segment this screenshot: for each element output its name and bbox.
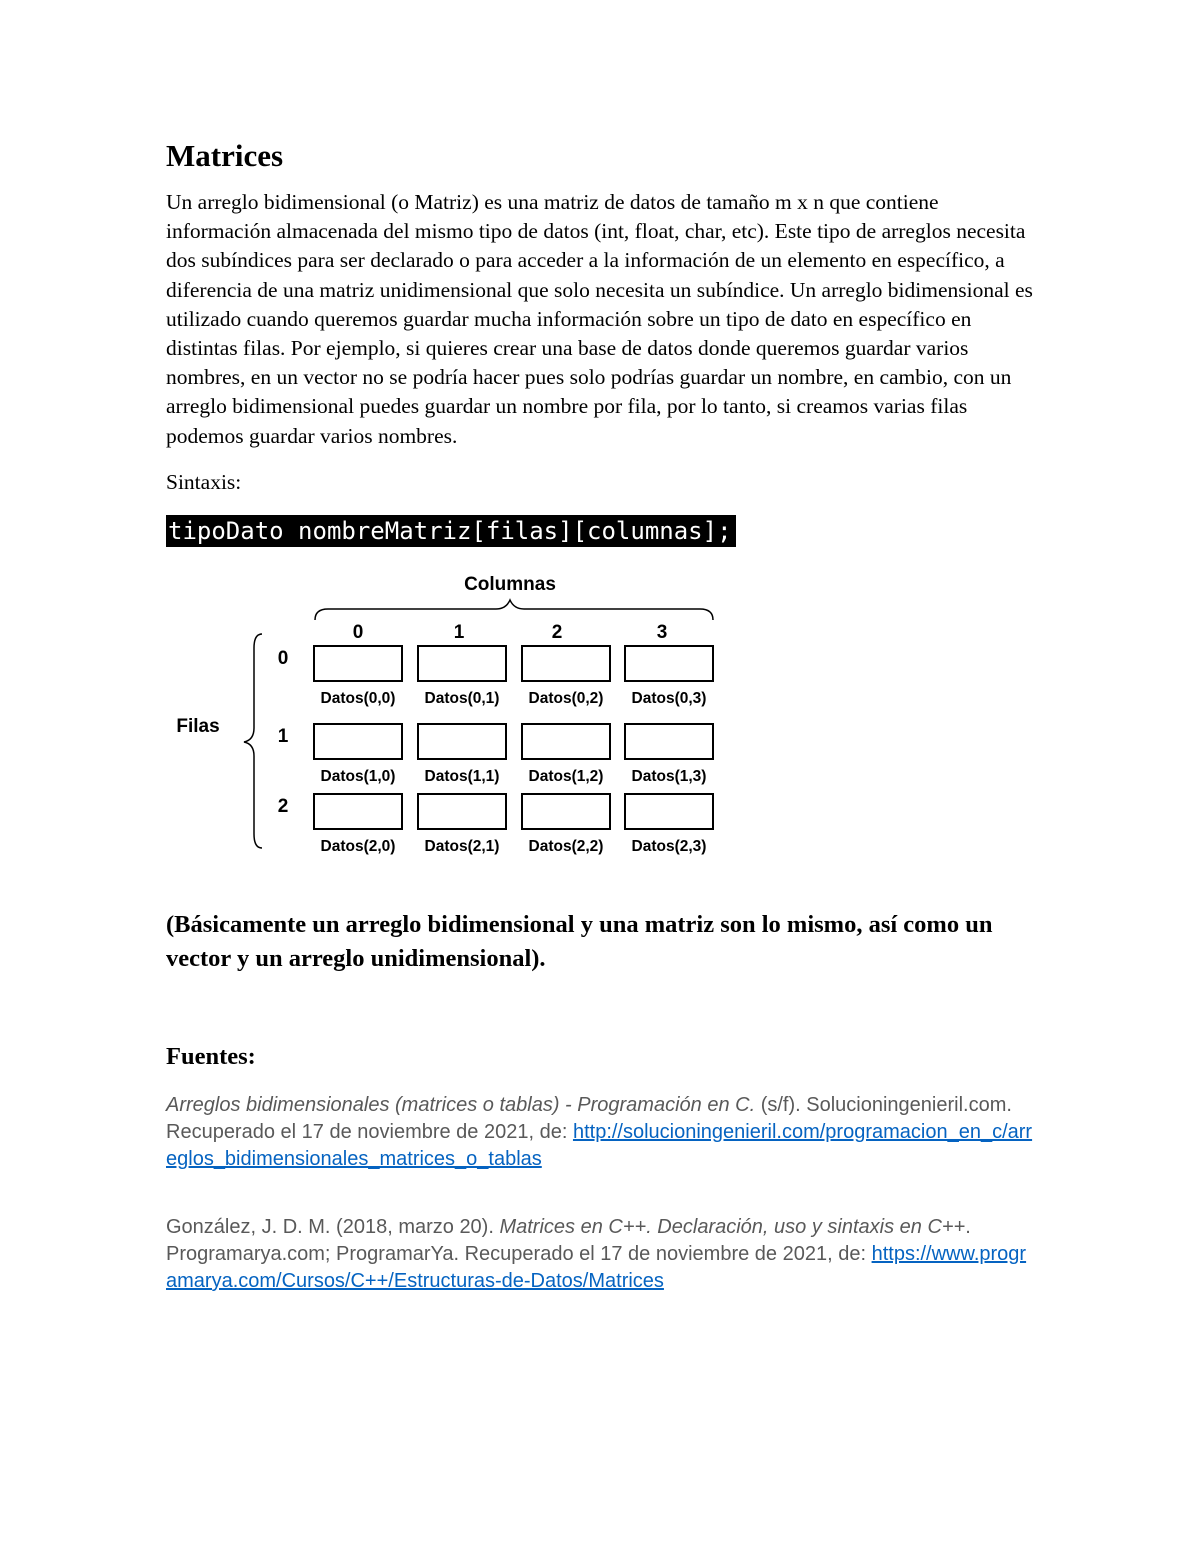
reference-2-details: . Programarya.com; ProgramarYa. Recuperado el 17 de noviembre de 2021, de: — [166, 1216, 971, 1265]
reference-2-author: González, J. D. M. (2018, marzo 20). — [166, 1216, 500, 1238]
matrix-cell-label-0-3: Datos(0,3) — [631, 690, 707, 707]
row-index-2: 2 — [277, 796, 289, 817]
sources-title: Fuentes: — [166, 1043, 256, 1070]
matrix-diagram-svg — [166, 562, 726, 858]
page-title: Matrices — [166, 138, 284, 173]
reference-2-title: Matrices en C++. Declaración, uso y sintaxis en C++ — [499, 1216, 966, 1238]
reference-1 — [166, 1092, 1036, 1173]
matrix-cell-0-0 — [314, 646, 402, 681]
reference-1-details: (s/f). Solucioningenieril.com. Recuperado el 17 de noviembre de 2021, de: — [166, 1094, 1012, 1143]
reference-1-title: Arreglos bidimensionales (matrices o tablas) - Programación en C. — [166, 1094, 756, 1116]
reference-1-link[interactable]: http://solucioningenieril.com/programacion_en_c/arreglos_bidimensionales_matrices_o_tablas — [166, 1121, 1033, 1170]
rows-label: Filas — [176, 716, 220, 737]
matrix-cell-label-2-2: Datos(2,2) — [528, 838, 604, 855]
column-index-1: 1 — [453, 622, 465, 643]
matrix-cell-2-0 — [314, 794, 402, 829]
rows-brace — [244, 634, 262, 848]
row-index-0: 0 — [277, 648, 289, 669]
matrix-cell-label-0-0: Datos(0,0) — [320, 690, 396, 707]
matrix-cell-0-3 — [625, 646, 713, 681]
matrix-cell-1-3 — [625, 724, 713, 759]
matrix-cell-label-2-1: Datos(2,1) — [424, 838, 500, 855]
syntax-code: tipoDato nombreMatriz[filas][columnas]; — [166, 515, 736, 547]
column-index-0: 0 — [352, 622, 364, 643]
main-content — [166, 136, 1036, 547]
columns-label: Columnas — [464, 574, 556, 595]
columns-brace — [315, 600, 713, 620]
intro-paragraph: Un arreglo bidimensional (o Matriz) es una matriz de datos de tamaño m x n que contiene información almacenada del mismo tipo de datos (int, float, char, etc). Este tipo de arreglos necesita dos subíndices para ser declarado o para acceder a la información de un elemento en específico, a diferencia de una matriz unidimensional que solo necesita un subíndice. Un arreglo bidimensional es utilizado cuando queremos guardar mucha información sobre un tipo de dato en específico en distintas filas. Por ejemplo, si quieres crear una base de datos donde queremos guardar varios nombres, en un vector no se podría hacer pues solo podrías guardar un nombre, en cambio, con un arreglo bidimensional puedes guardar un nombre por fila, por lo tanto, si creamos varias filas podemos guardar varios nombres. — [166, 190, 1033, 448]
matrix-cell-1-1 — [418, 724, 506, 759]
reference-2-link[interactable]: https://www.programarya.com/Cursos/C++/Estructuras-de-Datos/Matrices — [166, 1243, 1027, 1292]
matrix-cell-2-2 — [522, 794, 610, 829]
matrix-diagram — [166, 562, 726, 858]
matrix-cell-label-2-3: Datos(2,3) — [631, 838, 707, 855]
matrix-cell-label-1-0: Datos(1,0) — [320, 768, 396, 785]
column-index-2: 2 — [551, 622, 563, 643]
matrix-cell-1-0 — [314, 724, 402, 759]
column-index-3: 3 — [656, 622, 668, 643]
matrix-cell-1-2 — [522, 724, 610, 759]
matrix-cell-label-0-2: Datos(0,2) — [528, 690, 604, 707]
matrix-cell-2-1 — [418, 794, 506, 829]
matrix-cell-label-1-1: Datos(1,1) — [424, 768, 500, 785]
note-paragraph: (Básicamente un arreglo bidimensional y una matriz son lo mismo, así como un vector y un arreglo unidimensional). — [166, 911, 993, 972]
syntax-label: Sintaxis: — [166, 469, 242, 494]
matrix-cell-0-2 — [522, 646, 610, 681]
reference-2 — [166, 1214, 1036, 1295]
row-index-1: 1 — [277, 726, 289, 747]
matrix-cell-2-3 — [625, 794, 713, 829]
matrix-cell-0-1 — [418, 646, 506, 681]
matrix-cell-label-0-1: Datos(0,1) — [424, 690, 500, 707]
matrix-grid — [278, 622, 713, 855]
matrix-cell-label-1-2: Datos(1,2) — [528, 768, 604, 785]
matrix-cell-label-1-3: Datos(1,3) — [631, 768, 707, 785]
matrix-cell-label-2-0: Datos(2,0) — [320, 838, 396, 855]
